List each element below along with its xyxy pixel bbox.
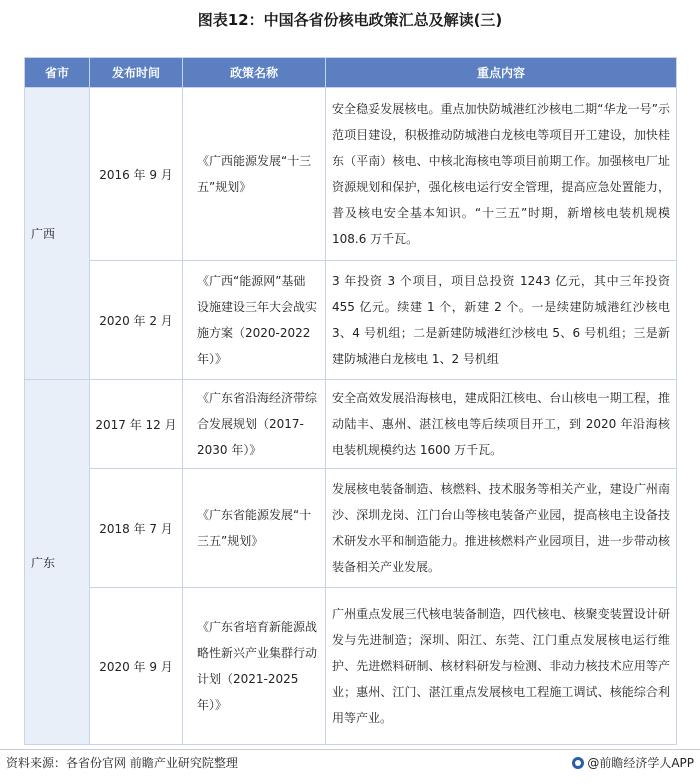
policy-name-cell: 《广东省沿海经济带综合发展规划（2017-2030 年）》 <box>183 380 326 469</box>
table-row <box>25 88 677 261</box>
brand-credit <box>572 753 694 773</box>
policy-name-cell: 《广东省能源发展“十三五”规划》 <box>183 469 326 588</box>
table-row <box>25 261 677 380</box>
content-cell: 广州重点发展三代核电装备制造，四代核电、核聚变装置设计研发与先进制造；深圳、阳江、东莞、江门重点发展核电运行维护、先进燃料研制、核材料研发与检测、非动力核技术应用等产业；惠州、江门、湛江重点发展核电工程施工调试、核能综合利用等产业。 <box>326 588 677 745</box>
content-cell: 3 年投资 3 个项目，项目总投资 1243 亿元，其中三年投资 455 亿元。续建 1 个，新建 2 个。一是续建防城港红沙核电 3、4 号机组；二是新建防城港红沙核电 5、6 号机组；三是新建防城港白龙核电 1、2 号机组 <box>326 261 677 380</box>
date-cell: 2018 年 7 月 <box>90 469 183 588</box>
province-cell: 广西 <box>25 88 90 380</box>
policy-table <box>24 57 677 745</box>
table-header-row <box>25 58 677 88</box>
qianzhan-logo-icon <box>572 757 584 769</box>
content-cell: 发展核电装备制造、核燃料、技术服务等相关产业，建设广州南沙、深圳龙岗、江门台山等核电装备产业园，提高核电主设备技术研发水平和制造能力。推进核燃料产业园项目，进一步带动核装备相关产业发展。 <box>326 469 677 588</box>
header-date: 发布时间 <box>90 58 183 88</box>
date-cell: 2020 年 2 月 <box>90 261 183 380</box>
table-row <box>25 469 677 588</box>
header-province: 省市 <box>25 58 90 88</box>
footer-divider <box>0 749 700 750</box>
footer <box>0 753 700 773</box>
province-cell: 广东 <box>25 380 90 745</box>
date-cell: 2017 年 12 月 <box>90 380 183 469</box>
policy-name-cell: 《广西“能源网”基础设施建设三年大会战实施方案（2020-2022 年）》 <box>183 261 326 380</box>
content-cell: 安全高效发展沿海核电，建成阳江核电、台山核电一期工程，推动陆丰、惠州、湛江核电等后续项目开工，到 2020 年沿海核电装机规模约达 1600 万千瓦。 <box>326 380 677 469</box>
source-note: 资料来源：各省份官网 前瞻产业研究院整理 <box>6 756 238 770</box>
date-cell: 2020 年 9 月 <box>90 588 183 745</box>
content-cell: 安全稳妥发展核电。重点加快防城港红沙核电二期“华龙一号”示范项目建设，积极推动防城港白龙核电等项目开工建设，加快桂东（平南）核电、中核北海核电等项目前期工作。加强核电厂址资源规划和保护，强化核电运行安全管理，提高应急处置能力，普及核电安全基本知识。“十三五”时期，新增核电装机规模 108.6 万千瓦。 <box>326 88 677 261</box>
table-row <box>25 588 677 745</box>
policy-name-cell: 《广东省培育新能源战略性新兴产业集群行动计划（2021-2025 年）》 <box>183 588 326 745</box>
table-row <box>25 380 677 469</box>
header-policy-name: 政策名称 <box>183 58 326 88</box>
policy-name-cell: 《广西能源发展“十三五”规划》 <box>183 88 326 261</box>
header-key-content: 重点内容 <box>326 58 677 88</box>
chart-title: 图表12：中国各省份核电政策汇总及解读(三) <box>197 11 503 29</box>
brand-text: @前瞻经济学人APP <box>587 756 694 770</box>
date-cell: 2016 年 9 月 <box>90 88 183 261</box>
